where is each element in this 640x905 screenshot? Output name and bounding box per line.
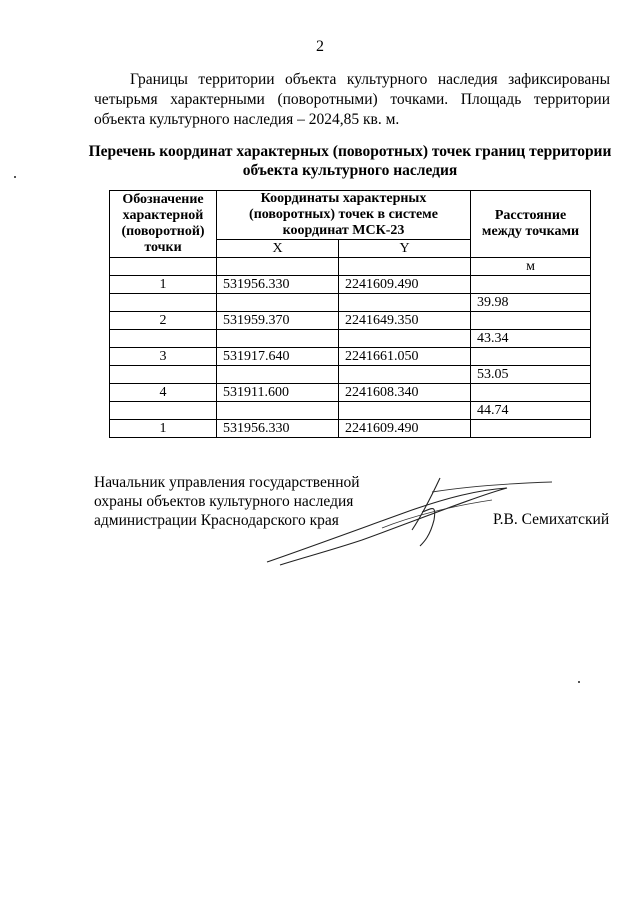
table-row (110, 348, 591, 366)
x-cell: 531956.330 (217, 276, 339, 294)
table-row (110, 420, 591, 438)
signer-line-3: администрации Краснодарского края (94, 512, 339, 529)
point-cell: 1 (110, 276, 217, 294)
y-cell (339, 294, 471, 312)
y-cell: 2241609.490 (339, 276, 471, 294)
y-cell: 2241649.350 (339, 312, 471, 330)
header-y: Y (339, 240, 471, 258)
signer-line-2: охраны объектов культурного наследия (94, 493, 354, 510)
scan-speck (578, 681, 580, 683)
unit-row (110, 258, 591, 276)
scan-speck (14, 176, 16, 178)
table-row (110, 384, 591, 402)
distance-cell (471, 276, 591, 294)
distance-cell: 43.34 (471, 330, 591, 348)
point-cell: 1 (110, 420, 217, 438)
x-cell: 531956.330 (217, 420, 339, 438)
unit-cell: м (471, 258, 591, 276)
distance-cell: 53.05 (471, 366, 591, 384)
distance-cell (471, 348, 591, 366)
y-cell: 2241661.050 (339, 348, 471, 366)
point-cell (110, 330, 217, 348)
table-row (110, 312, 591, 330)
distance-cell (471, 312, 591, 330)
signer-name: Р.В. Семихатский (493, 511, 610, 528)
signer-line-1: Начальник управления государственной (94, 474, 360, 491)
header-distance: Расстояние между точками (471, 191, 591, 258)
table-row (110, 294, 591, 312)
table-title: Перечень координат характерных (поворотных) точек границ территории объекта культурного наследия (88, 143, 612, 179)
x-cell (217, 402, 339, 420)
distance-cell: 44.74 (471, 402, 591, 420)
y-cell: 2241609.490 (339, 420, 471, 438)
table-row (110, 366, 591, 384)
x-cell: 531959.370 (217, 312, 339, 330)
y-cell (339, 402, 471, 420)
x-cell (217, 330, 339, 348)
header-point: Обозначение характерной (поворотной) точки (110, 191, 217, 258)
coordinates-table (109, 190, 591, 438)
table-row (110, 276, 591, 294)
point-cell: 4 (110, 384, 217, 402)
y-cell (339, 330, 471, 348)
point-cell: 3 (110, 348, 217, 366)
x-cell: 531911.600 (217, 384, 339, 402)
distance-cell (471, 420, 591, 438)
x-cell: 531917.640 (217, 348, 339, 366)
x-cell (217, 294, 339, 312)
y-cell: 2241608.340 (339, 384, 471, 402)
distance-cell: 39.98 (471, 294, 591, 312)
table-row (110, 330, 591, 348)
point-cell (110, 402, 217, 420)
point-cell (110, 294, 217, 312)
point-cell (110, 366, 217, 384)
y-cell (339, 366, 471, 384)
point-cell: 2 (110, 312, 217, 330)
distance-cell (471, 384, 591, 402)
x-cell (217, 366, 339, 384)
header-coordinates: Координаты характерных (поворотных) точек в системе координат МСК-23 (217, 191, 471, 240)
page-number: 2 (316, 38, 324, 55)
table-row (110, 402, 591, 420)
intro-paragraph: Границы территории объекта культурного наследия зафиксированы четырьмя характерными (поворотными) точками. Площадь территории объекта культурного наследия – 2024,85 кв. м. (94, 71, 610, 128)
header-x: X (217, 240, 339, 258)
